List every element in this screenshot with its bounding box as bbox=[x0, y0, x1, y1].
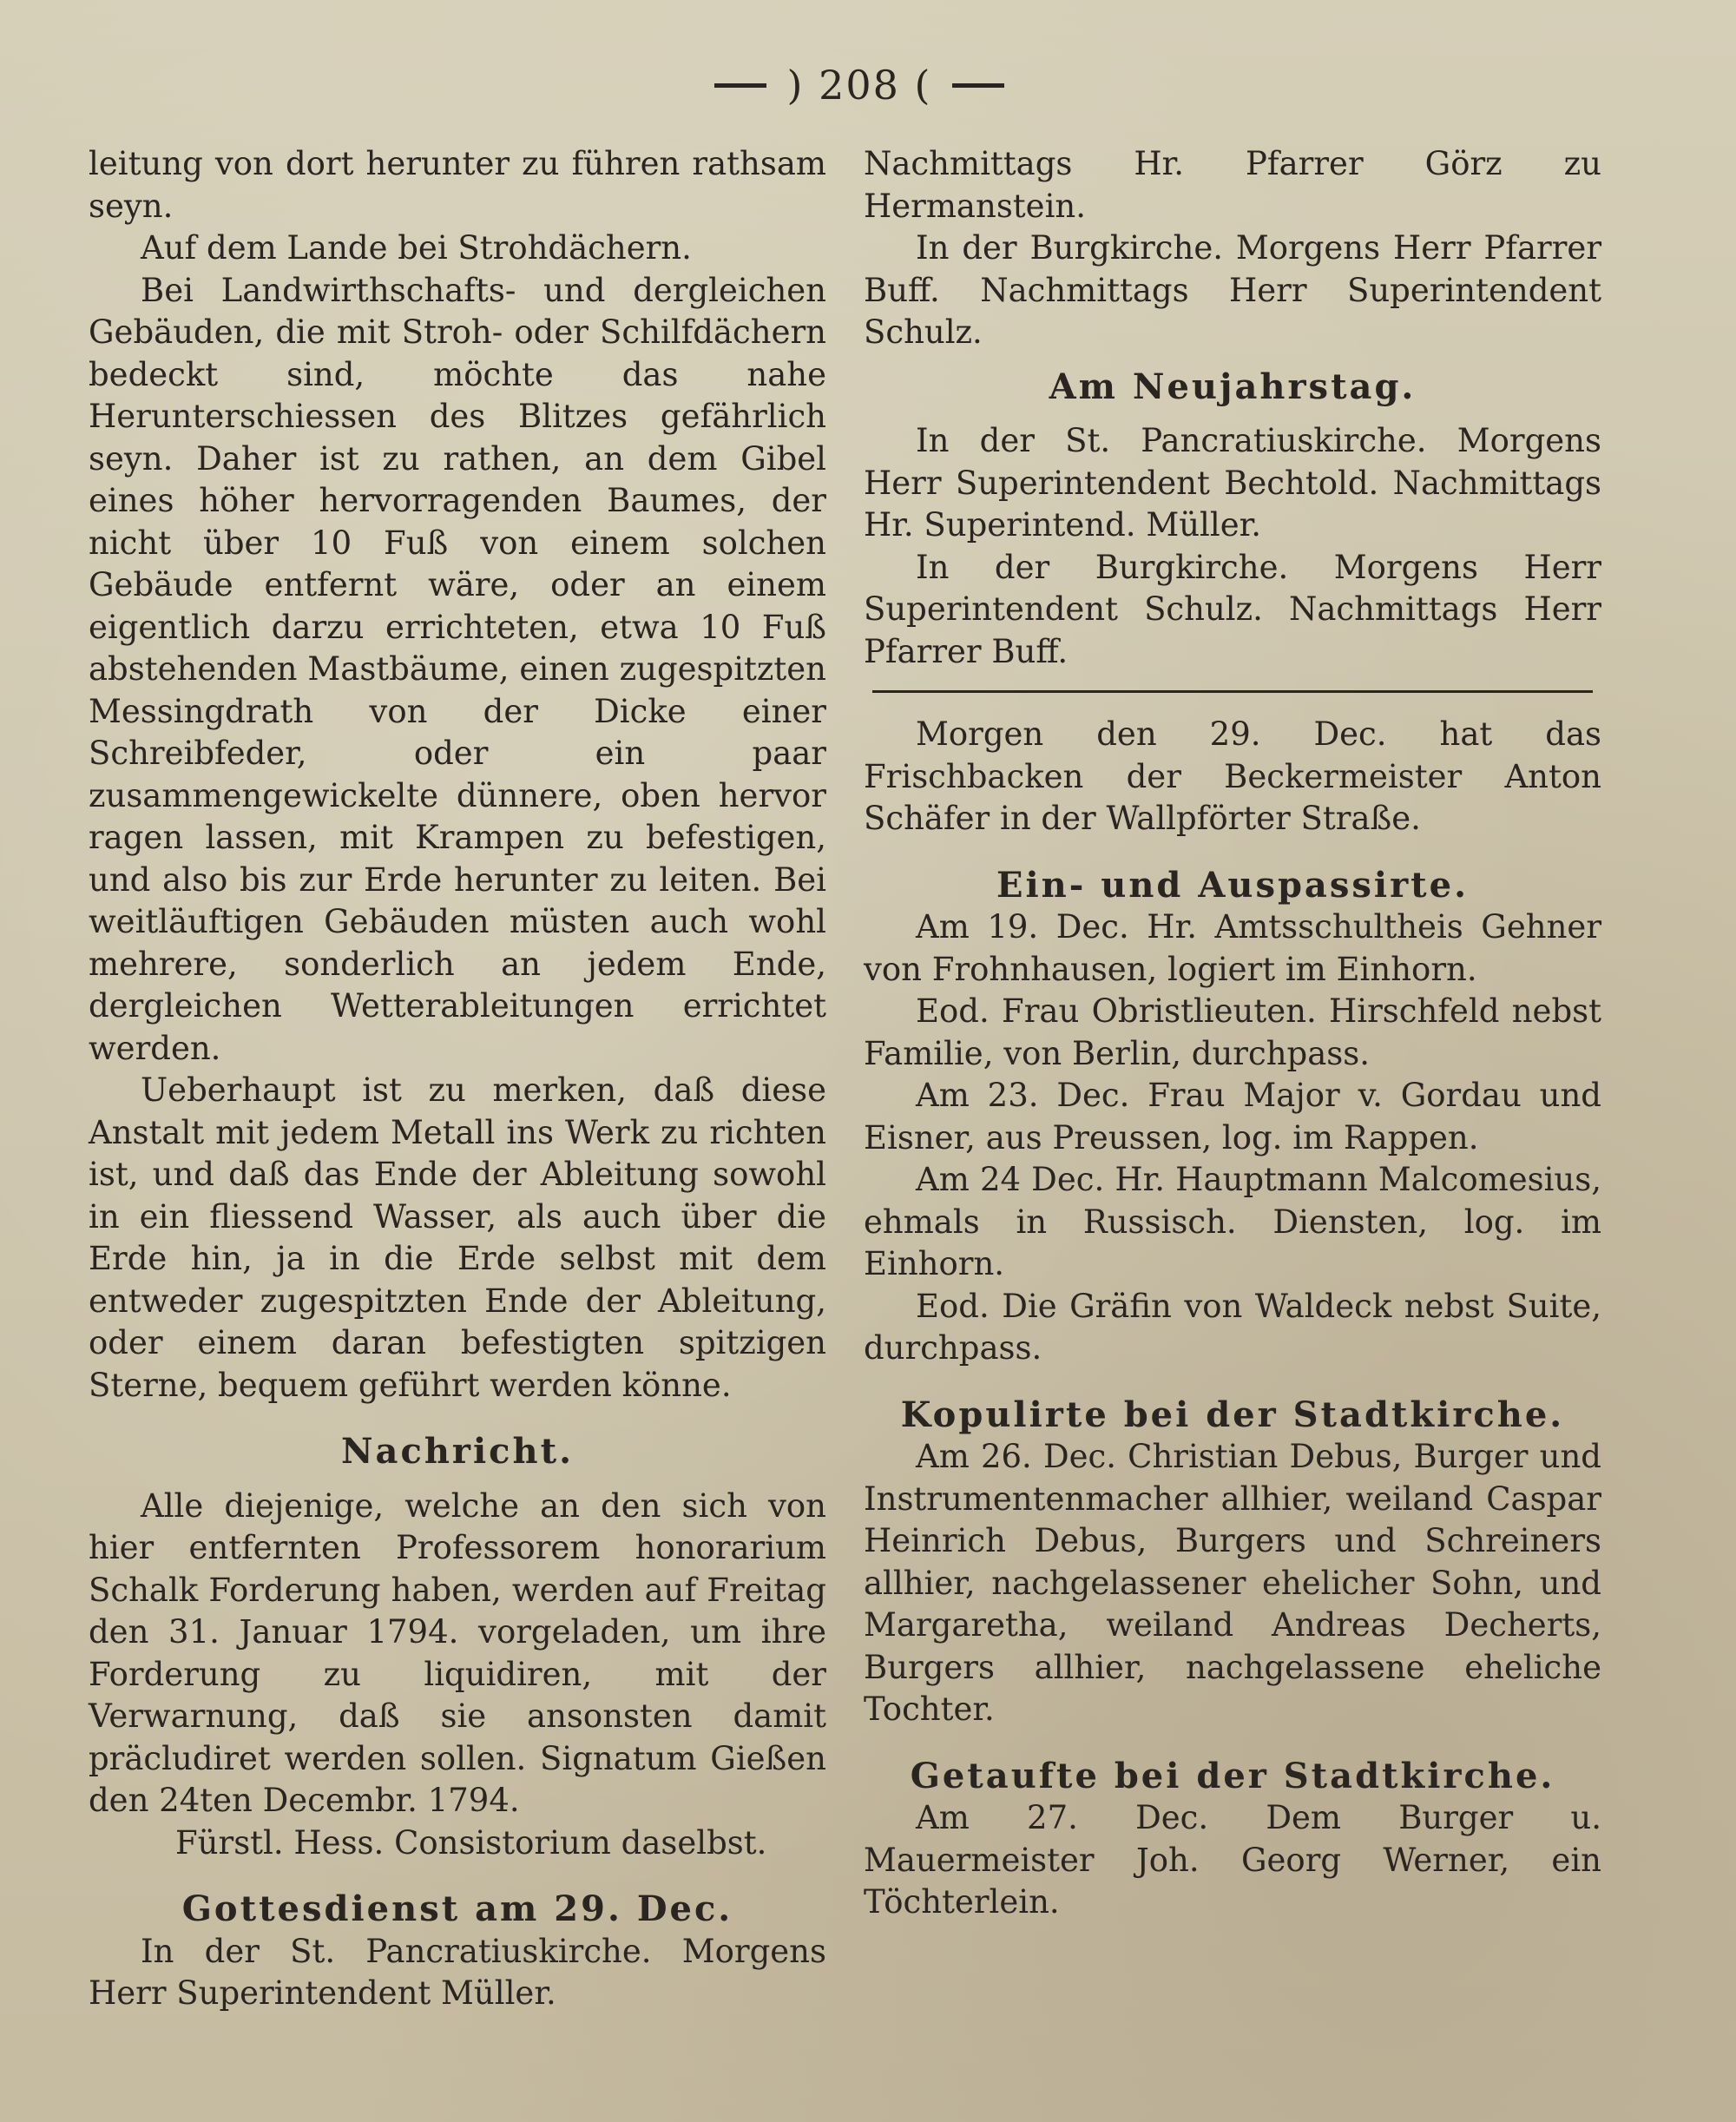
section-heading-neujahrstag: Am Neujahrstag. bbox=[1049, 366, 1417, 407]
paragraph: Am 27. Dec. Dem Burger u. Mauermeister Joh. Georg Werner, ein Töchterlein. bbox=[864, 1799, 1601, 1921]
paragraph: Am 24 Dec. Hr. Hauptmann Malcomesius, ehmals in Russisch. Diensten, log. im Einhorn. bbox=[864, 1161, 1601, 1282]
paragraph: Eod. Die Gräfin von Waldeck nebst Suite, durchpass. bbox=[864, 1287, 1601, 1367]
signature-line: Fürstl. Hess. Consistorium daselbst. bbox=[175, 1823, 767, 1862]
paragraph: In der St. Pancratiuskirche. Morgens Herr Superintendent Müller. bbox=[89, 1932, 826, 2012]
left-column bbox=[89, 143, 826, 2015]
paragraph: Ueberhaupt ist zu merken, daß diese Anstalt mit jedem Metall ins Werk zu richten ist, und daß das Ende der Ableitung sowohl in ein fliessend Wasser, als auch über die Erde hin, ja in die Erde selbst mit dem entweder zugespitzten Ende der Ableitung, oder einem daran befestigten spitzigen Sterne, bequem geführt werden könne. bbox=[89, 1071, 826, 1404]
section-heading-kopulirte: Kopulirte bei der Stadtkirche. bbox=[900, 1394, 1565, 1435]
page-number-dash-left bbox=[714, 83, 766, 88]
paragraph: Am 26. Dec. Christian Debus, Burger und Instrumentenmacher allhier, weiland Caspar Heinrich Debus, Burgers und Schreiners allhier, nachgelassener ehelicher Sohn, und Margaretha, weiland Andreas Decherts, Burgers allhier, nachgelassene eheliche Tochter. bbox=[864, 1438, 1601, 1728]
section-subheading: Auf dem Lande bei Strohdächern. bbox=[141, 229, 692, 267]
paragraph: In der Burgkirche. Morgens Herr Superintendent Schulz. Nachmittags Herr Pfarrer Buff. bbox=[864, 548, 1601, 670]
paragraph: leitung von dort herunter zu führen rathsam seyn. bbox=[89, 145, 826, 225]
page-number-text: ) 208 ( bbox=[786, 62, 932, 109]
section-divider bbox=[872, 690, 1593, 693]
right-column bbox=[864, 143, 1601, 1924]
paragraph: Morgen den 29. Dec. hat das Frischbacken der Beckermeister Anton Schäfer in der Wallpförter Straße. bbox=[864, 715, 1601, 837]
paragraph: Alle diejenige, welche an den sich von hier entfernten Professorem honorarium Schalk Forderung haben, werden auf Freitag den 31. Januar 1794. vorgeladen, um ihre Forderung zu liquidiren, mit der Verwarnung, daß sie ansonsten damit präcludiret werden sollen. Signatum Gießen den 24ten Decembr. 1794. bbox=[89, 1486, 826, 1819]
paragraph: Am 19. Dec. Hr. Amtsschultheis Gehner von Frohnhausen, logiert im Einhorn. bbox=[864, 908, 1601, 988]
paragraph: Am 23. Dec. Frau Major v. Gordau und Eisner, aus Preussen, log. im Rappen. bbox=[864, 1077, 1601, 1157]
section-heading-getaufte: Getaufte bei der Stadtkirche. bbox=[910, 1755, 1555, 1796]
section-heading-passirte: Ein- und Auspassirte. bbox=[996, 864, 1470, 906]
paragraph: Eod. Frau Obristlieuten. Hirschfeld nebst Familie, von Berlin, durchpass. bbox=[864, 992, 1601, 1072]
paragraph: In der St. Pancratiuskirche. Morgens Herr Superintendent Bechtold. Nachmittags Hr. Superintend. Müller. bbox=[864, 422, 1601, 544]
section-heading-nachricht: Nachricht. bbox=[340, 1431, 575, 1472]
paragraph: In der Burgkirche. Morgens Herr Pfarrer Buff. Nachmittags Herr Superintendent Schulz. bbox=[864, 229, 1601, 351]
section-heading-gottesdienst: Gottesdienst am 29. Dec. bbox=[181, 1888, 733, 1929]
paragraph: Bei Landwirthschafts- und dergleichen Gebäuden, die mit Stroh- oder Schilfdächern bedeckt sind, möchte das nahe Herunterschiessen des Blitzes gefährlich seyn. Daher ist zu rathen, an dem Gibel eines höher hervorragenden Baumes, der nicht über 10 Fuß von einem solchen Gebäude entfernt wäre, oder an einem eigentlich darzu errichteten, etwa 10 Fuß abstehenden Mastbäume, einen zugespitzten Messingdrath von der Dicke einer Schreibfeder, oder ein paar zusammengewickelte dünnere, oben hervor ragen lassen, mit Krampen zu befestigen, und also bis zur Erde herunter zu leiten. Bei weitläuftigen Gebäuden müsten auch wohl mehrere, sonderlich an jedem Ende, dergleichen Wetterableitungen errichtet werden. bbox=[89, 271, 826, 1067]
paragraph: Nachmittags Hr. Pfarrer Görz zu Hermanstein. bbox=[864, 145, 1601, 225]
page-number bbox=[660, 59, 1059, 111]
page-number-dash-right bbox=[952, 83, 1004, 88]
